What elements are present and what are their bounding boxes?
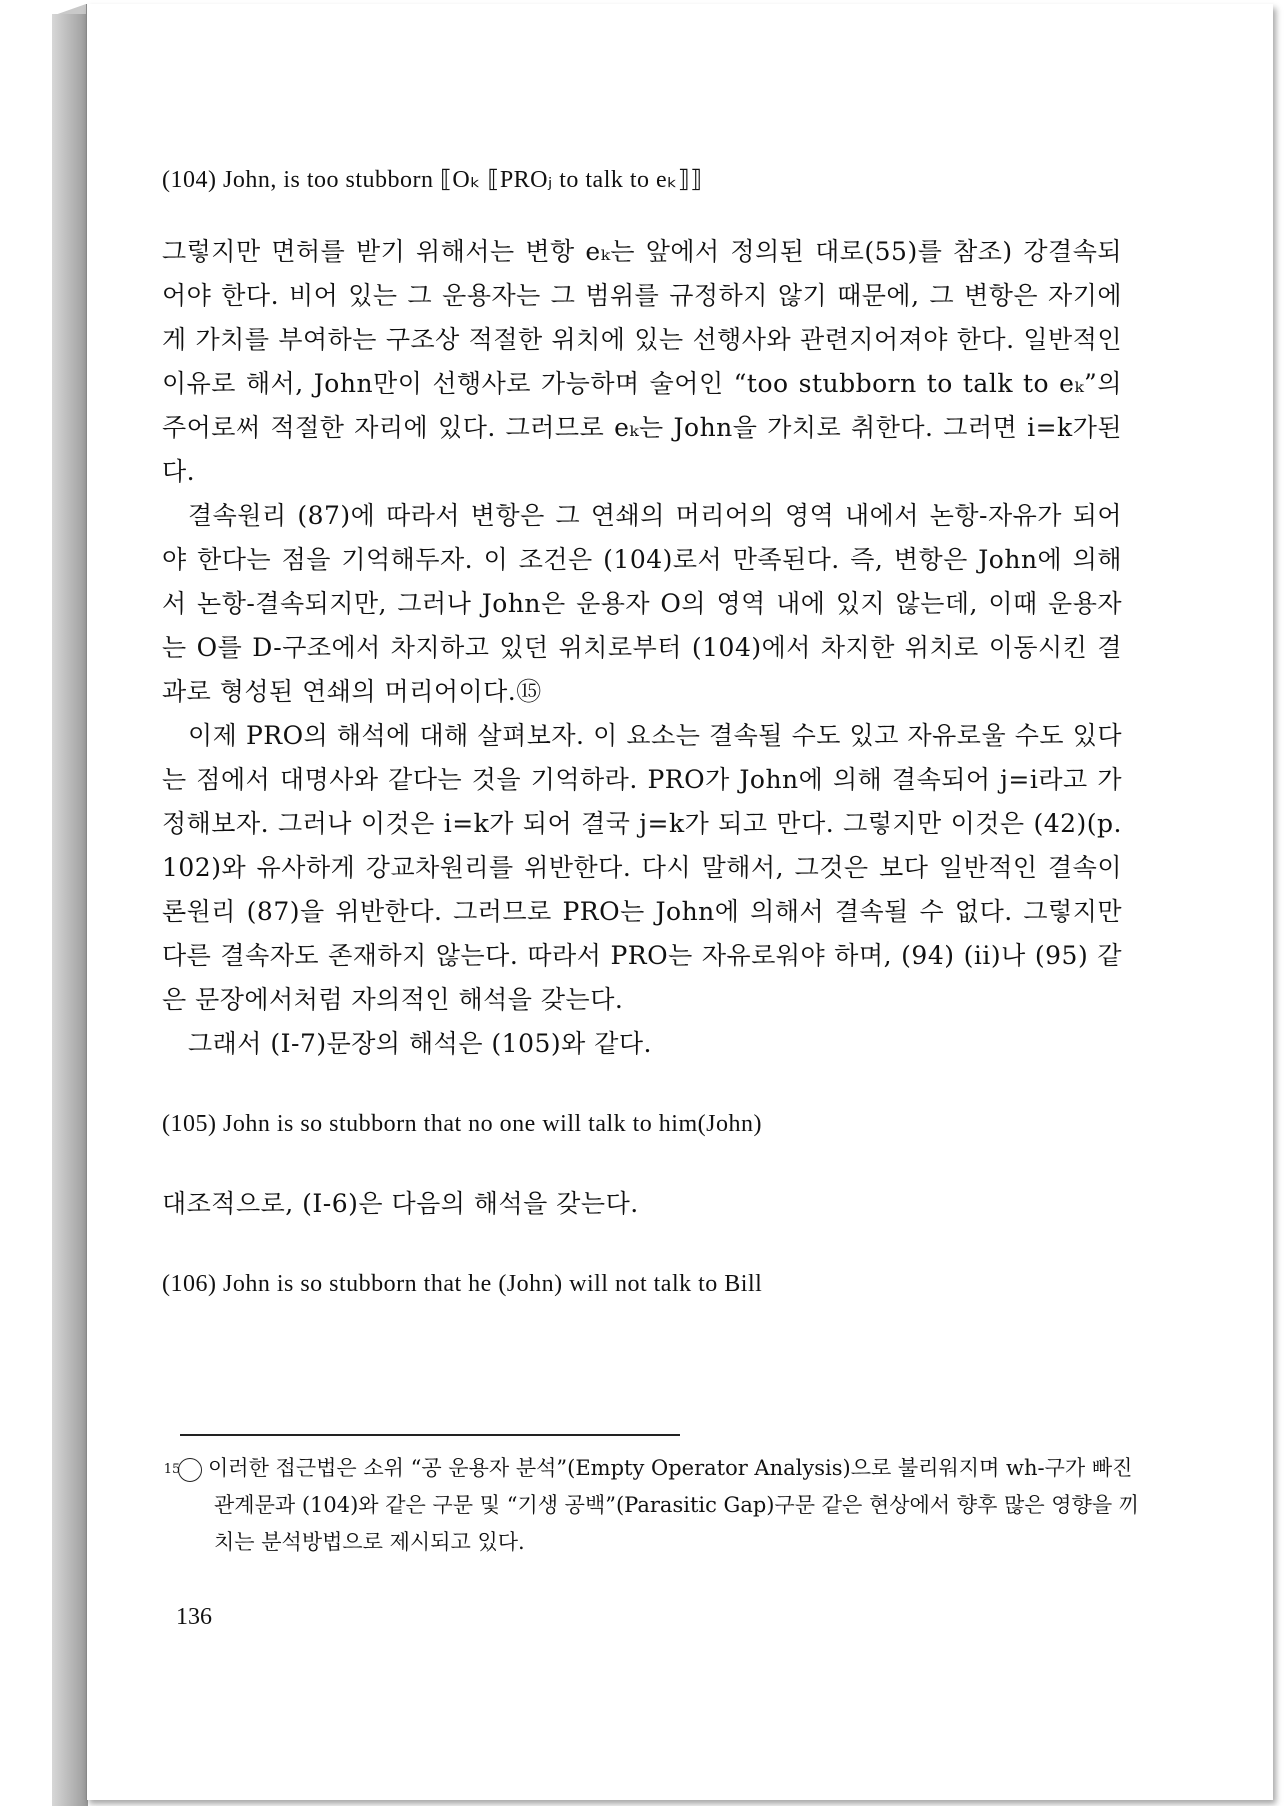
paragraph-4: 그래서 (I-7)문장의 해석은 (105)와 같다. (188, 1029, 652, 1058)
paragraph-3: 이제 PRO의 해석에 대해 살펴보자. 이 요소는 결속될 수도 있고 자유로울 수도 있다는 점에서 대명사와 같다는 것을 기억하라. PRO가 John에 의해 결속되어 j=i라고 가정해보자. 그러나 이것은 i=k가 되어 결국 j=k가 되고 만다. 그렇지만 이것은 (42)(p. 102)와 유사하게 강교차원리를 위반한다. 다시 말해서, 그것은 보다 일반적인 결속이론원리 (87)을 위반한다. 그러므로 PRO는 John에 의해서 결속될 수 없다. 그렇지만 다른 결속자도 존재하지 않는다. 따라서 PRO는 자유로워야 하며, (94) (ii)나 (95) 같은 문장에서처럼 자의적인 해석을 갖는다. (162, 721, 1122, 1014)
example-104: (104) John, is too stubborn ⟦Oₖ ⟦PROⱼ to talk to eₖ⟧⟧ (162, 167, 703, 193)
paragraph-contrast: 대조적으로, (I-6)은 다음의 해석을 갖는다. (162, 1189, 639, 1218)
footnote-rule (180, 1434, 680, 1436)
example-106: (106) John is so stubborn that he (John) will not talk to Bill (162, 1271, 763, 1297)
example-105: (105) John is so stubborn that no one will talk to him(John) (162, 1111, 762, 1137)
paragraph-2: 결속원리 (87)에 따라서 변항은 그 연쇄의 머리어의 영역 내에서 논항-자유가 되어야 한다는 점을 기억해두자. 이 조건은 (104)로서 만족된다. 즉, 변항은 John에 의해서 논항-결속되지만, 그러나 John은 운용자 O의 영역 내에 있지 않는데, 이때 운용자는 O를 D-구조에서 차지하고 있던 위치로부터 (104)에서 차지한 위치로 이동시킨 결과로 형성된 연쇄의 머리어이다.⑮ (162, 501, 1122, 706)
page-number: 136 (176, 1604, 212, 1630)
page-stack-left-edge (52, 14, 88, 1806)
page-body (162, 158, 1122, 1306)
footnote-text: 이러한 접근법은 소위 “공 운용자 분석”(Empty Operator Analysis)으로 불리워지며 wh-구가 빠진 관계문과 (104)와 같은 구문 및 “기생 공백”(Parasitic Gap)구문 같은 현상에서 향후 많은 영향을 끼치는 분석방법으로 제시되고 있다. (208, 1456, 1140, 1554)
footnote (163, 1450, 1158, 1561)
paragraph-1: 그렇지만 면허를 받기 위해서는 변항 eₖ는 앞에서 정의된 대로(55)를 참조) 강결속되어야 한다. 비어 있는 그 운용자는 그 범위를 규정하지 않기 때문에, 그 변항은 자기에게 가치를 부여하는 구조상 적절한 위치에 있는 선행사와 관련지어져야 한다. 일반적인 이유로 해서, John만이 선행사로 가능하며 술어인 “too stubborn to talk to eₖ”의 주어로써 적절한 자리에 있다. 그러므로 eₖ는 John을 가치로 취한다. 그러면 i=k가된다. (162, 237, 1122, 486)
footnote-marker: 15 (178, 1458, 202, 1482)
